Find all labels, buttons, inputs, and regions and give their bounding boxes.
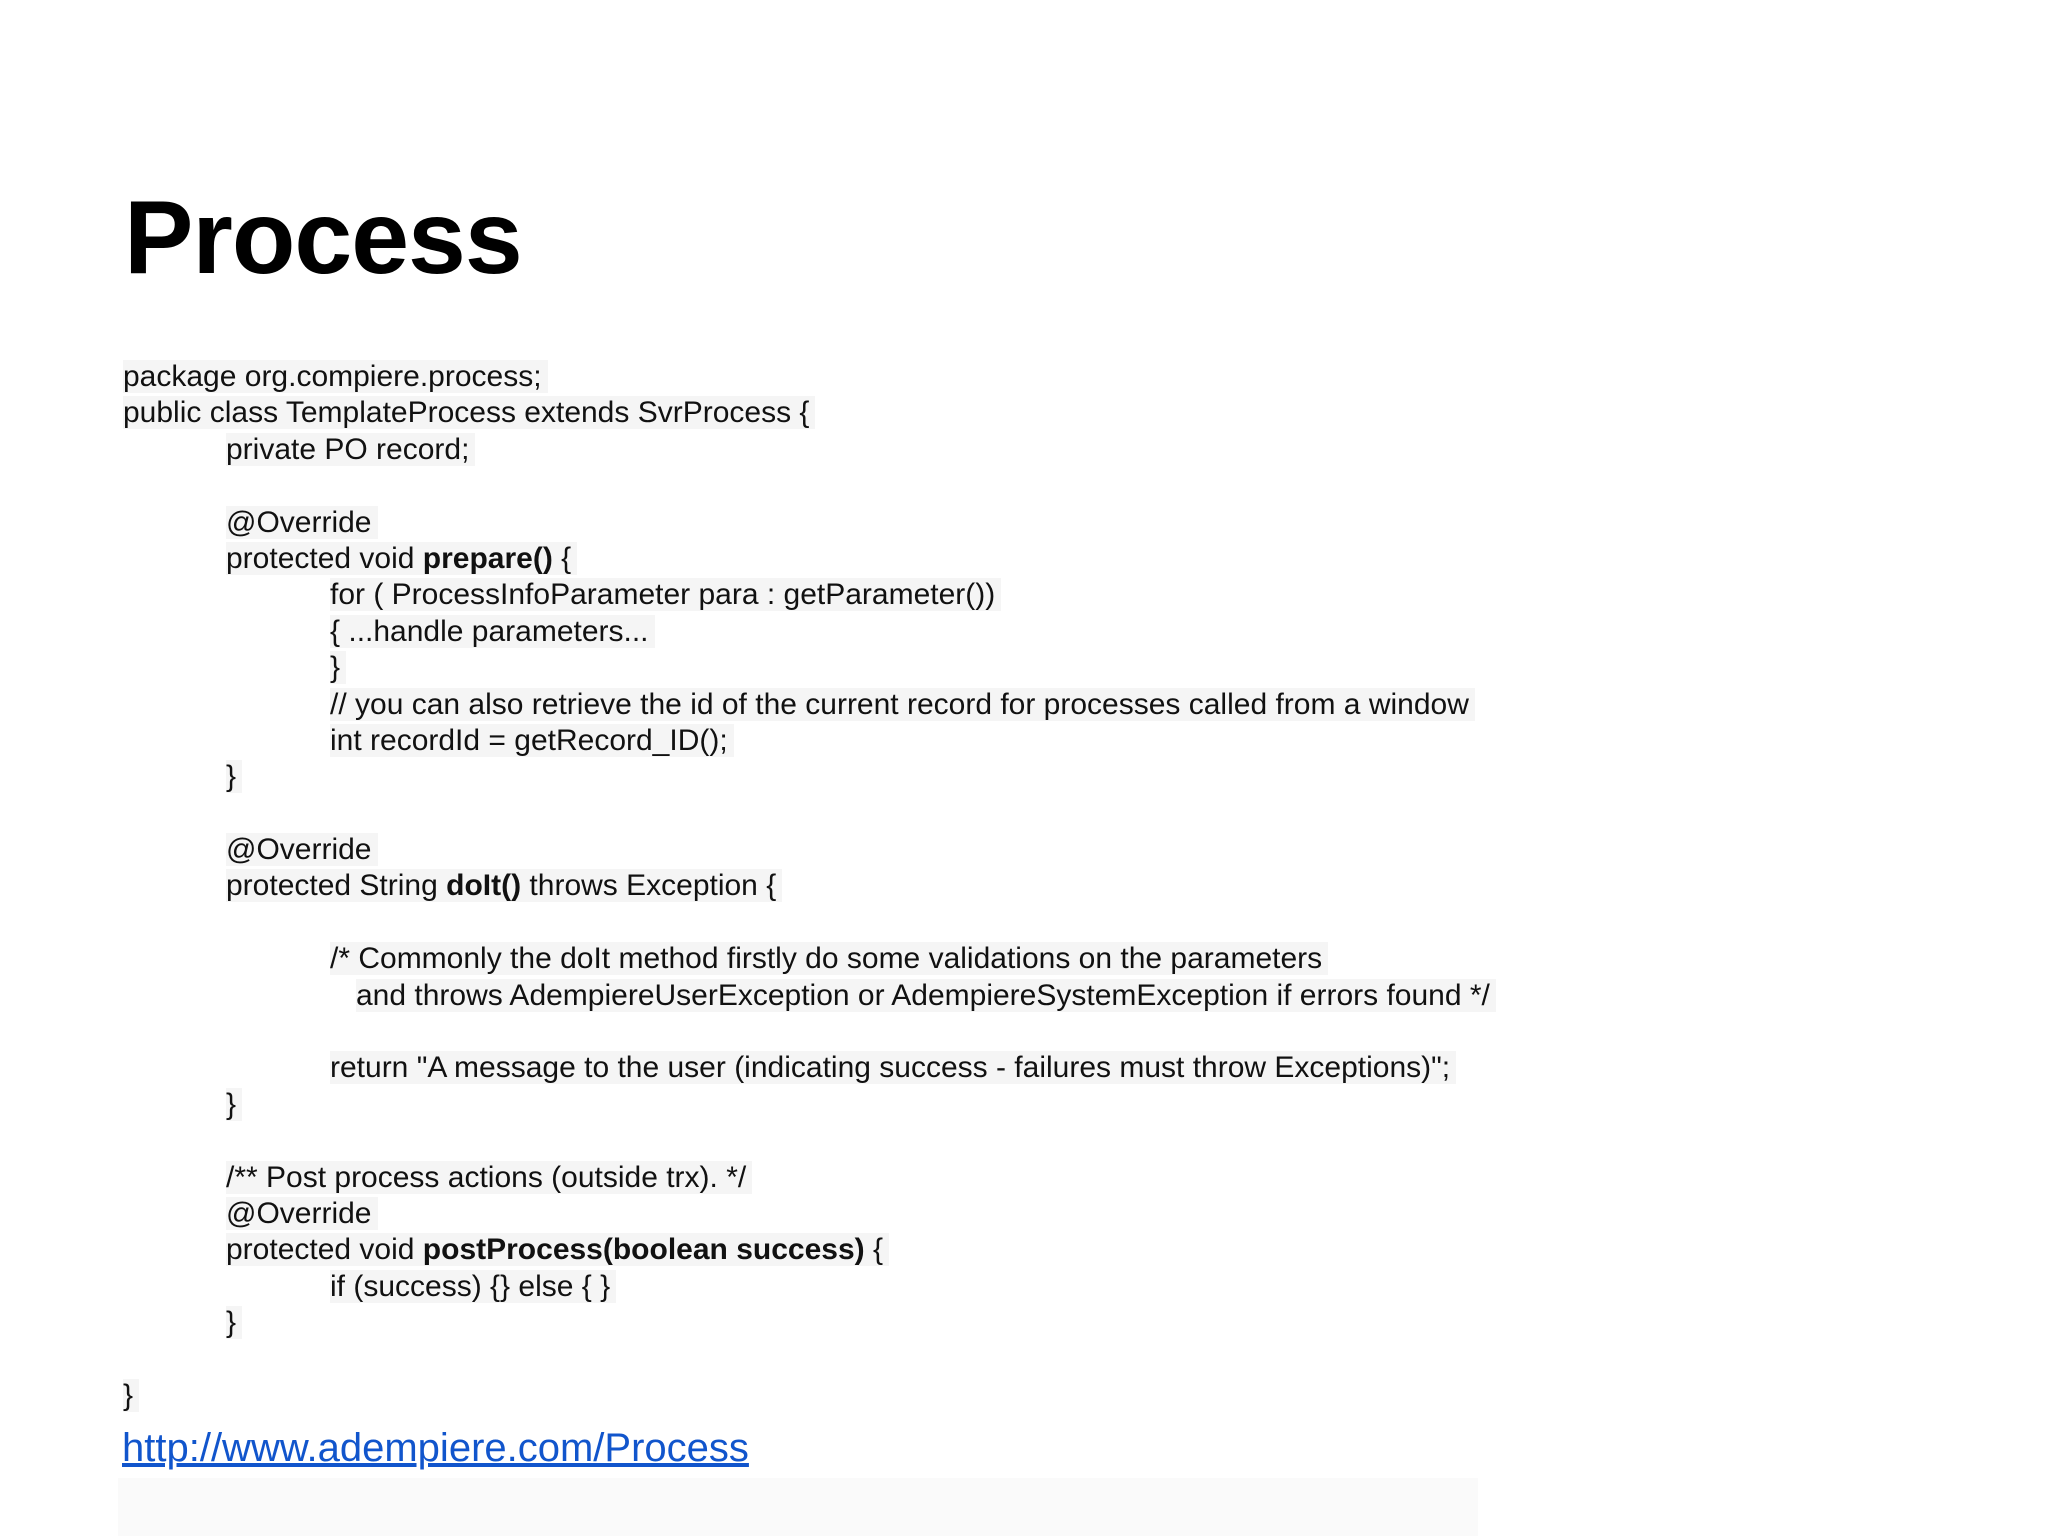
code-line	[123, 1087, 1583, 1123]
code-line-text: @Override	[226, 506, 378, 539]
code-line	[123, 1050, 1583, 1086]
code-line	[123, 395, 1583, 431]
code-line	[123, 1342, 1583, 1378]
code-line-text	[123, 1015, 129, 1048]
code-line	[123, 650, 1583, 686]
code-line-text: public class TemplateProcess extends SvrProcess {	[123, 396, 815, 429]
code-line-text	[123, 797, 129, 830]
code-line-text: @Override	[226, 833, 378, 866]
code-line	[123, 1160, 1583, 1196]
code-line-text	[123, 469, 129, 502]
code-line-text	[123, 1343, 129, 1376]
code-line-text: }	[123, 1379, 139, 1412]
code-line	[123, 832, 1583, 868]
reference-link[interactable]: http://www.adempiere.com/Process	[122, 1426, 749, 1470]
code-line	[123, 1232, 1583, 1268]
method-name: prepare()	[422, 541, 553, 575]
code-line	[123, 614, 1583, 650]
code-line-text	[226, 869, 782, 902]
code-line-text: /** Post process actions (outside trx). */	[226, 1161, 752, 1194]
code-text: throws Exception {	[521, 869, 777, 903]
code-line-text: }	[226, 760, 242, 793]
code-line-text: for ( ProcessInfoParameter para : getParameter())	[330, 578, 1001, 611]
footer-shade	[118, 1478, 1478, 1536]
code-line-text: private PO record;	[226, 433, 475, 466]
code-text: protected void	[226, 1233, 423, 1267]
code-line-text: if (success) {} else { }	[330, 1270, 616, 1303]
code-line	[123, 1123, 1583, 1159]
code-line	[123, 505, 1583, 541]
code-line	[123, 687, 1583, 723]
code-block	[123, 359, 1583, 1414]
code-line-text: }	[226, 1088, 242, 1121]
code-line-text	[123, 1124, 129, 1157]
code-line-text	[226, 1233, 889, 1266]
slide-title: Process	[124, 180, 522, 296]
code-line	[123, 905, 1583, 941]
code-text: protected void	[226, 541, 423, 575]
code-line-text: and throws AdempiereUserException or AdempiereSystemException if errors found */	[356, 979, 1496, 1012]
code-line-text: // you can also retrieve the id of the current record for processes called from a window	[330, 688, 1475, 721]
code-text: protected String	[226, 869, 447, 903]
code-line	[123, 1196, 1583, 1232]
code-line	[123, 359, 1583, 395]
code-line	[123, 1269, 1583, 1305]
code-line	[123, 978, 1583, 1014]
code-line	[123, 468, 1583, 504]
code-line	[123, 541, 1583, 577]
code-line-text: package org.compiere.process;	[123, 360, 548, 393]
method-name: postProcess(boolean success)	[422, 1233, 865, 1267]
code-text: {	[552, 541, 572, 575]
code-line	[123, 432, 1583, 468]
code-line	[123, 723, 1583, 759]
code-line-text: /* Commonly the doIt method firstly do some validations on the parameters	[330, 942, 1328, 975]
code-line	[123, 941, 1583, 977]
code-line	[123, 577, 1583, 613]
code-line	[123, 796, 1583, 832]
code-line-text	[226, 542, 577, 575]
code-line-text: }	[226, 1306, 242, 1339]
code-line-text: return "A message to the user (indicating success - failures must throw Exceptions)";	[330, 1051, 1456, 1084]
code-line-text	[123, 906, 129, 939]
code-line-text: }	[330, 651, 346, 684]
method-name: doIt()	[446, 869, 522, 903]
code-line	[123, 1378, 1583, 1414]
code-line-text: @Override	[226, 1197, 378, 1230]
code-line	[123, 1305, 1583, 1341]
code-text: {	[864, 1233, 883, 1267]
code-line-text: { ...handle parameters...	[330, 615, 655, 648]
code-line	[123, 759, 1583, 795]
code-line-text: int recordId = getRecord_ID();	[330, 724, 734, 757]
code-line	[123, 868, 1583, 904]
code-line	[123, 1014, 1583, 1050]
